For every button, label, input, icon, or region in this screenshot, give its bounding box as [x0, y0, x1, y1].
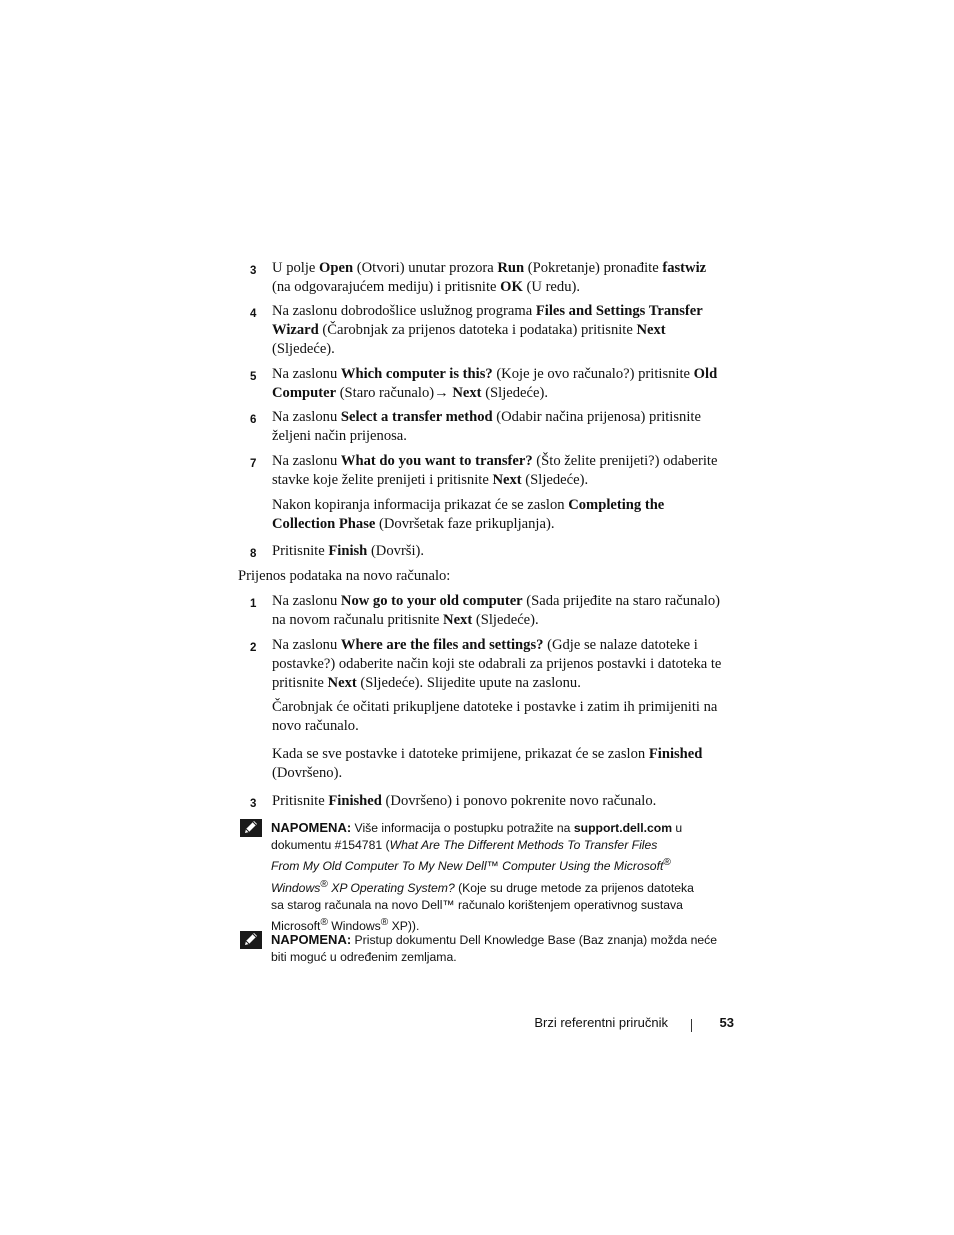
text-run: (Gdje se nalaze datoteke i	[543, 637, 698, 653]
step-number: 3	[250, 798, 257, 810]
text-run: Na zaslonu	[272, 409, 341, 425]
bold-term: fastwiz	[662, 260, 707, 276]
text-run: postavke?) odaberite način koji ste odabrali za prijenos postavki i datoteka te	[272, 655, 722, 672]
step-new-3	[250, 792, 740, 811]
note-label: NAPOMENA:	[271, 820, 352, 835]
step-number: 1	[250, 598, 257, 610]
text-run: (Otvori) unutar prozora	[353, 260, 498, 276]
bold-term: Wizard	[272, 321, 319, 338]
completing-phase-paragraph	[272, 496, 742, 534]
step-old-7	[250, 452, 740, 490]
bold-term: Run	[497, 260, 525, 276]
text-run: Nakon kopiranja informacija prikazat će se zaslon	[272, 497, 569, 513]
bold-term: What do you want to transfer?	[340, 453, 533, 469]
bold-term: Finish	[328, 543, 368, 559]
text-run: (Sljedeće).	[521, 471, 589, 488]
italic-text: Windows	[271, 880, 321, 895]
step-old-4	[250, 302, 740, 358]
finished-paragraph	[272, 745, 742, 783]
text-run: (Dovršeno) i ponovo pokrenite novo računalo.	[381, 793, 657, 809]
step-number: 5	[250, 371, 257, 383]
text-run: Na zaslonu	[272, 366, 341, 382]
text-run: željeni način prijenosa.	[272, 427, 407, 444]
text-run: (Sljedeće).	[481, 384, 548, 401]
italic-text: What Are The Different Methods To Transfer Files	[389, 838, 658, 853]
text-run: (Odabir načina prijenosa) pritisnite	[492, 409, 701, 425]
bold-term: Where are the files and settings?	[340, 637, 544, 653]
bold-term: Next	[636, 321, 666, 338]
text-run: (U redu).	[522, 278, 581, 295]
text-run: Na zaslonu	[272, 593, 341, 609]
text-run: Pritisnite	[272, 793, 329, 809]
note-knowledge-base	[240, 931, 740, 966]
note-text	[271, 819, 740, 935]
bold-term: Which computer is this?	[340, 366, 493, 382]
text-run: (Koje je ovo računalo?) pritisnite	[492, 366, 694, 382]
step-text	[272, 408, 740, 446]
text-run: Više informacija o postupku potražite na	[351, 821, 574, 835]
text-run: stavke koje želite prenijeti i pritisnite	[272, 471, 493, 488]
text-run: novo računalo.	[272, 717, 359, 734]
text-run: Čarobnjak će očitati prikupljene datoteke i postavke i zatim ih primijeniti na	[272, 699, 718, 715]
trademark-mark: ®	[320, 917, 328, 929]
bold-term: Open	[319, 260, 354, 276]
note-support	[240, 819, 740, 935]
wizard-paragraph	[272, 698, 742, 736]
bold-term: Computer	[272, 384, 337, 401]
footer-title: Brzi referentni priručnik	[534, 1015, 668, 1030]
step-text	[272, 792, 740, 811]
bold-term: Finished	[648, 746, 703, 762]
pencil-note-icon	[240, 931, 262, 949]
new-computer-intro: Prijenos podataka na novo računalo:	[238, 568, 451, 584]
step-number: 8	[250, 548, 257, 560]
bold-term: OK	[500, 278, 523, 295]
page-footer	[500, 1015, 736, 1035]
trademark-mark: ®	[663, 857, 671, 869]
bold-term: Now go to your old computer	[340, 593, 523, 609]
text-run: (Sljedeće).	[472, 611, 539, 628]
text-run: (Koje su druge metode za prijenos datoteka	[454, 880, 694, 895]
text-run: (Sljedeće). Slijedite upute na zaslonu.	[356, 674, 581, 691]
text-run: sa starog računala na novo Dell™ računalo korištenjem operativnog sustava	[271, 897, 683, 912]
text-run: (Staro računalo)→	[336, 384, 453, 401]
step-old-8	[250, 542, 740, 561]
step-text	[272, 592, 740, 630]
bold-term: support.dell.com	[573, 821, 673, 835]
bold-term: Files and Settings Transfer	[535, 303, 703, 319]
bold-term: Next	[492, 471, 522, 488]
text-run: Na zaslonu	[272, 637, 341, 653]
page-number: 53	[719, 1015, 734, 1030]
text-run: XP)).	[388, 919, 420, 934]
text-run: na novom računalu pritisnite	[272, 611, 444, 628]
text-run: (Što želite prenijeti?) odaberite	[532, 453, 718, 469]
step-text	[272, 302, 740, 358]
bold-term: Select a transfer method	[340, 409, 493, 425]
step-old-5	[250, 365, 740, 403]
step-number: 4	[250, 308, 257, 320]
text-run: (Dovršetak faze prikupljanja).	[375, 515, 555, 532]
text-run: (Dovrši).	[367, 543, 425, 559]
step-old-6	[250, 408, 740, 446]
step-number: 6	[250, 414, 257, 426]
step-text	[272, 452, 740, 490]
step-new-2	[250, 636, 740, 692]
text-run: Microsoft	[271, 919, 321, 934]
step-text	[272, 542, 740, 561]
bold-term: Completing the	[568, 497, 665, 513]
text-run: dokumentu #154781 (	[271, 838, 390, 853]
italic-text: XP Operating System?	[327, 880, 455, 895]
step-new-1	[250, 592, 740, 630]
text-run: pritisnite	[272, 674, 328, 691]
step-number: 3	[250, 265, 257, 277]
text-run: u	[672, 821, 683, 835]
step-text	[272, 259, 740, 297]
text-run: (Čarobnjak za prijenos datoteka i podataka) pritisnite	[318, 321, 637, 338]
text-run: Windows	[327, 919, 381, 934]
text-run: (Pokretanje) pronađite	[524, 260, 663, 276]
text-run: Na zaslonu dobrodošlice uslužnog programa	[272, 303, 536, 319]
bold-term: Old	[693, 366, 718, 382]
text-run: Na zaslonu	[272, 453, 341, 469]
bold-term: Next	[452, 384, 482, 401]
pencil-note-icon	[240, 819, 262, 837]
text-run: (Sada prijeđite na staro računalo)	[522, 593, 720, 609]
bold-term: Finished	[328, 793, 382, 809]
note-label: NAPOMENA:	[271, 932, 352, 947]
text-run: U polje	[272, 260, 320, 276]
trademark-mark: ®	[380, 917, 389, 929]
bold-term: Next	[443, 611, 473, 628]
bold-term: Next	[327, 674, 357, 691]
text-run: Pristup dokumentu Dell Knowledge Base (Baz znanja) možda neće	[351, 933, 717, 947]
footer-separator	[691, 1019, 692, 1032]
italic-text: From My Old Computer To My New Dell™ Computer Using the Microsoft	[271, 859, 664, 874]
step-number: 2	[250, 642, 257, 654]
step-text	[272, 365, 740, 403]
bold-term: Collection Phase	[272, 515, 376, 532]
text-run: (Dovršeno).	[272, 764, 343, 781]
text-run: (na odgovarajućem mediju) i pritisnite	[272, 278, 501, 295]
text-run: (Sljedeće).	[272, 340, 335, 357]
step-text	[272, 636, 740, 692]
text-run: Kada se sve postavke i datoteke primijene, prikazat će se zaslon	[272, 746, 649, 762]
note-text	[271, 931, 740, 966]
text-run: Pritisnite	[272, 543, 329, 559]
step-old-3	[250, 259, 740, 297]
note-body	[271, 821, 694, 933]
trademark-mark: ®	[320, 878, 328, 890]
text-run: biti moguć u određenim zemljama.	[271, 950, 457, 965]
step-number: 7	[250, 458, 257, 470]
